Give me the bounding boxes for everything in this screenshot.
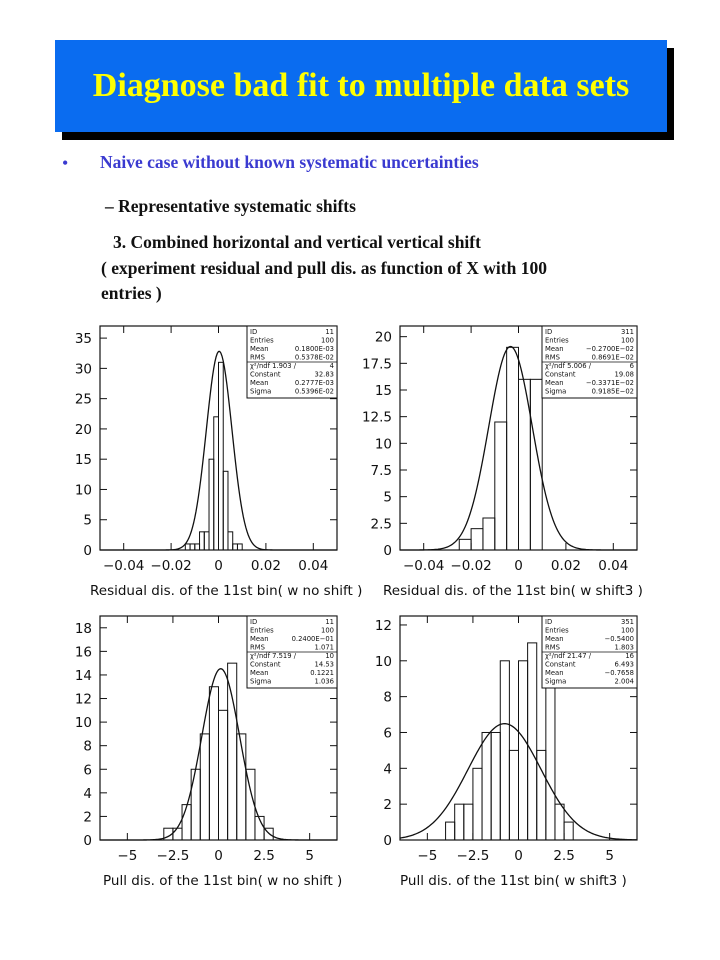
stats-label: RMS <box>545 353 560 362</box>
stats-label: Constant <box>250 660 281 669</box>
y-tick-label: 17.5 <box>361 356 392 373</box>
y-tick-label: 12 <box>74 691 92 708</box>
histogram-bin <box>482 732 491 840</box>
y-tick-label: 6 <box>383 725 392 742</box>
stats-label: RMS <box>250 643 265 652</box>
x-tick-label: 0.02 <box>250 558 281 574</box>
xlabel-residual-shift3: Residual dis. of the 11st bin( w shift3 ) <box>383 583 643 599</box>
plot-residual-no-shift <box>55 318 355 580</box>
y-tick-label: 5 <box>383 489 392 506</box>
note-line-1: ( experiment residual and pull dis. as function of X with 100 <box>101 258 547 278</box>
stats-value: 6 <box>629 362 634 370</box>
x-tick-label: −0.04 <box>403 558 445 574</box>
stats-label: Mean <box>545 345 564 353</box>
y-tick-label: 35 <box>74 331 92 348</box>
y-tick-label: 10 <box>74 482 92 499</box>
histogram-bin <box>237 544 242 550</box>
x-tick-label: −0.02 <box>150 558 192 574</box>
stats-label: χ²/ndf 1.903 / <box>250 362 297 370</box>
stats-label: Mean <box>250 669 269 677</box>
y-tick-label: 20 <box>74 421 92 438</box>
histogram-bin <box>173 828 182 840</box>
stats-value: 19.08 <box>614 370 634 379</box>
x-tick-label: 0.02 <box>550 558 581 574</box>
stats-label: ID <box>545 328 553 336</box>
stats-value: 0.2777E-03 <box>294 379 334 387</box>
stats-value: 0.2400E−01 <box>291 635 334 643</box>
y-tick-label: 2 <box>83 809 92 826</box>
histogram-bin <box>519 661 528 840</box>
stats-label: Constant <box>250 370 281 379</box>
histogram-bin <box>530 379 542 550</box>
y-tick-label: 4 <box>383 761 392 778</box>
y-tick-label: 8 <box>83 738 92 755</box>
y-tick-label: 12 <box>374 617 392 634</box>
y-tick-label: 12.5 <box>361 409 392 426</box>
stats-value: 100 <box>621 626 634 635</box>
stats-label: Constant <box>545 660 576 669</box>
stats-value: 351 <box>621 618 634 626</box>
histogram-bin <box>500 661 509 840</box>
plot-residual-shift3 <box>355 318 655 580</box>
histogram-bin <box>233 544 238 550</box>
stats-label: Entries <box>545 336 569 345</box>
histogram-bin <box>509 750 518 840</box>
histogram-bin <box>209 687 218 840</box>
x-tick-label: 0.04 <box>298 558 329 574</box>
stats-label: Mean <box>250 635 269 643</box>
histogram-bin <box>464 804 473 840</box>
x-tick-label: 0 <box>214 848 223 864</box>
y-tick-label: 0 <box>383 833 392 849</box>
y-tick-label: 0 <box>83 833 92 849</box>
histogram-bin <box>507 347 519 550</box>
histogram-bin <box>555 804 564 840</box>
x-tick-label: 2.5 <box>253 848 275 864</box>
histogram-bin <box>195 544 200 550</box>
y-tick-label: 2 <box>383 797 392 814</box>
histogram-bin <box>473 768 482 840</box>
y-tick-label: 7.5 <box>370 463 392 479</box>
histogram-bin <box>190 544 195 550</box>
stats-value: 11 <box>325 618 334 626</box>
page-title: Diagnose bad fit to multiple data sets <box>92 67 630 104</box>
residual-shift3-histogram <box>355 318 655 580</box>
histogram-bin <box>209 459 214 550</box>
histogram-bin <box>185 544 190 550</box>
y-tick-label: 8 <box>383 689 392 706</box>
stats-label: Mean <box>545 379 564 387</box>
stats-value: 100 <box>321 626 334 635</box>
y-tick-label: 18 <box>74 620 92 637</box>
histogram-bin <box>228 532 233 550</box>
plot-pull-no-shift <box>55 608 355 870</box>
histogram-bin <box>219 362 224 550</box>
x-tick-label: 0 <box>214 558 223 574</box>
histogram-bin <box>200 734 209 840</box>
stats-value: 32.83 <box>314 370 334 379</box>
x-tick-label: 2.5 <box>553 848 575 864</box>
stats-value: 1.071 <box>314 643 334 652</box>
sub-bullet-text: – Representative systematic shifts <box>105 196 356 216</box>
stats-label: RMS <box>250 353 265 362</box>
histogram-bin <box>191 769 200 840</box>
xlabel-residual-no-shift: Residual dis. of the 11st bin( w no shift ) <box>90 583 363 599</box>
stats-label: Mean <box>545 669 564 677</box>
histogram-bin <box>182 805 191 840</box>
bullet-text: Naive case without known systematic uncertainties <box>100 152 479 172</box>
stats-value: 16 <box>625 652 634 660</box>
x-tick-label: 0 <box>514 848 523 864</box>
y-tick-label: 0 <box>83 543 92 559</box>
stats-label: Sigma <box>545 677 567 686</box>
y-tick-label: 16 <box>74 644 92 661</box>
pull-no-shift-histogram <box>55 608 355 870</box>
x-tick-label: −0.02 <box>450 558 492 574</box>
stats-label: χ²/ndf 21.47 / <box>545 652 592 660</box>
stats-label: Sigma <box>250 387 272 396</box>
histogram-bin <box>204 532 209 550</box>
stats-value: 1.803 <box>614 643 634 652</box>
x-tick-label: −0.04 <box>103 558 145 574</box>
stats-label: Mean <box>250 379 269 387</box>
histogram-bin <box>459 539 471 550</box>
stats-value: 311 <box>621 328 634 336</box>
stats-label: ID <box>250 328 258 336</box>
stats-label: Constant <box>545 370 576 379</box>
stats-label: ID <box>250 618 258 626</box>
pull-shift3-histogram <box>355 608 655 870</box>
title-banner <box>55 40 667 132</box>
stats-label: ID <box>545 618 553 626</box>
stats-label: RMS <box>545 643 560 652</box>
y-tick-label: 20 <box>374 329 392 346</box>
stats-value: 14.53 <box>314 660 334 669</box>
note-line-2: entries ) <box>101 283 162 303</box>
y-tick-label: 25 <box>74 391 92 408</box>
stats-value: 11 <box>325 328 334 336</box>
x-tick-label: 0 <box>514 558 523 574</box>
histogram-bin <box>214 417 219 550</box>
y-tick-label: 2.5 <box>370 516 392 533</box>
histogram-bin <box>564 822 573 840</box>
stats-value: 2.004 <box>614 677 634 686</box>
histogram-bin <box>528 643 537 840</box>
histogram-bin <box>483 518 495 550</box>
item-text: 3. Combined horizontal and vertical vertical shift <box>113 232 481 252</box>
stats-value: 0.5396E-02 <box>294 387 334 396</box>
y-tick-label: 5 <box>83 512 92 529</box>
stats-value: 0.1221 <box>310 669 334 677</box>
y-tick-label: 6 <box>83 762 92 779</box>
histogram-bin <box>455 804 464 840</box>
bullet-icon: • <box>62 153 69 173</box>
stats-label: Sigma <box>250 677 272 686</box>
stats-value: 100 <box>321 336 334 345</box>
stats-value: 0.5378E-02 <box>294 353 334 362</box>
stats-label: Entries <box>250 626 274 635</box>
x-tick-label: 0.04 <box>598 558 629 574</box>
y-tick-label: 15 <box>74 452 92 469</box>
stats-value: 0.8691E−02 <box>591 353 634 362</box>
stats-label: Entries <box>545 626 569 635</box>
y-tick-label: 0 <box>383 543 392 559</box>
stats-label: Mean <box>545 635 564 643</box>
stats-value: 10 <box>325 652 334 660</box>
stats-label: χ²/ndf 7.519 / <box>250 652 297 660</box>
stats-value: 0.9185E−02 <box>591 387 634 396</box>
x-tick-label: −2.5 <box>156 848 190 864</box>
stats-value: 0.1800E-03 <box>294 345 334 353</box>
histogram-bin <box>228 663 237 840</box>
x-tick-label: −2.5 <box>456 848 490 864</box>
y-tick-label: 10 <box>374 653 392 670</box>
histogram-bin <box>200 532 205 550</box>
y-tick-label: 14 <box>74 667 92 684</box>
histogram-bin <box>246 769 255 840</box>
xlabel-pull-shift3: Pull dis. of the 11st bin( w shift3 ) <box>400 873 627 889</box>
y-tick-label: 10 <box>74 715 92 732</box>
x-tick-label: 5 <box>605 848 614 864</box>
histogram-bin <box>219 710 228 840</box>
stats-label: χ²/ndf 5.006 / <box>545 362 592 370</box>
stats-value: 4 <box>329 362 334 370</box>
plot-pull-shift3 <box>355 608 655 870</box>
histogram-bin <box>495 422 507 550</box>
stats-value: −0.3371E−02 <box>585 379 634 387</box>
histogram-bin <box>237 734 246 840</box>
histogram-bin <box>446 822 455 840</box>
stats-value: −0.2700E−02 <box>585 345 634 353</box>
residual-no-shift-histogram <box>55 318 355 580</box>
stats-label: Mean <box>250 345 269 353</box>
stats-value: 6.493 <box>614 660 634 669</box>
stats-value: −0.7658 <box>604 669 634 677</box>
x-tick-label: 5 <box>305 848 314 864</box>
x-tick-label: −5 <box>117 848 138 864</box>
y-tick-label: 30 <box>74 361 92 378</box>
stats-label: Sigma <box>545 387 567 396</box>
stats-value: 1.036 <box>314 677 334 686</box>
stats-value: 100 <box>621 336 634 345</box>
y-tick-label: 4 <box>83 785 92 802</box>
histogram-bin <box>471 529 483 550</box>
stats-value: −0.5400 <box>604 635 634 643</box>
stats-label: Entries <box>250 336 274 345</box>
xlabel-pull-no-shift: Pull dis. of the 11st bin( w no shift ) <box>103 873 343 889</box>
x-tick-label: −5 <box>417 848 438 864</box>
histogram-bin <box>491 732 500 840</box>
y-tick-label: 15 <box>374 383 392 399</box>
histogram-bin <box>223 471 228 550</box>
y-tick-label: 10 <box>374 436 392 453</box>
